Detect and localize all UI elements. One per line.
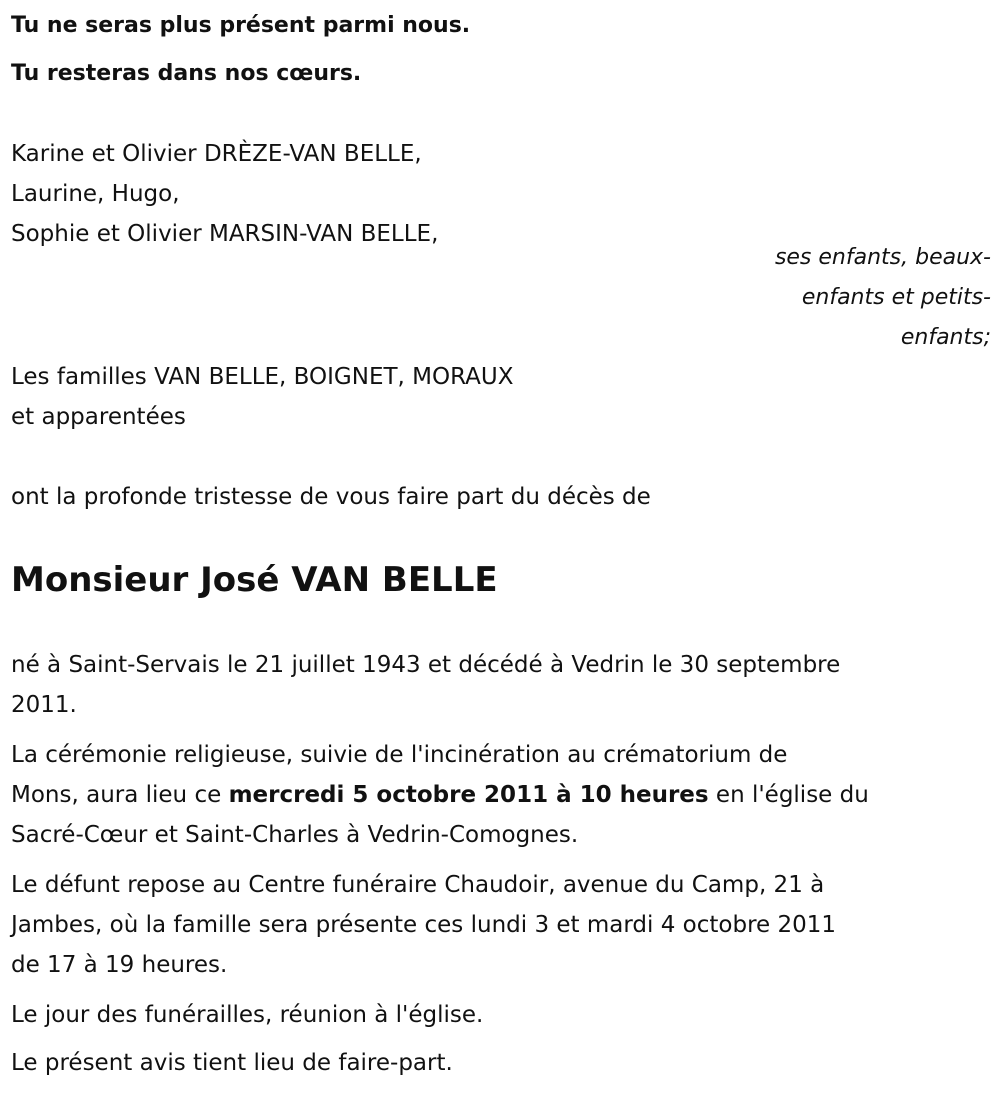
- epitaph-line-1: Tu ne seras plus présent parmi nous.: [11, 13, 471, 38]
- birth-death-line-2: 2011.: [11, 692, 77, 718]
- epitaph-line-2: Tu resteras dans nos cœurs.: [11, 61, 362, 86]
- notice-text: Le présent avis tient lieu de faire-part.: [11, 1050, 453, 1076]
- ceremony-text-after: en l'église du: [708, 782, 869, 808]
- relatives-line-2: et apparentées: [11, 404, 186, 430]
- viewing-line-2: Jambes, où la famille sera présente ces lundi 3 et mardi 4 octobre 2011: [11, 912, 837, 938]
- announcement-text: ont la profonde tristesse de vous faire part du décès de: [11, 484, 651, 510]
- funeral-meeting-text: Le jour des funérailles, réunion à l'église.: [11, 1002, 484, 1028]
- family-relation-line-3: enfants;: [900, 325, 991, 350]
- family-line-2: Laurine, Hugo,: [11, 181, 180, 207]
- ceremony-line-1: La cérémonie religieuse, suivie de l'incinération au crématorium de: [11, 742, 788, 768]
- ceremony-text-before: Mons, aura lieu ce: [11, 782, 229, 808]
- viewing-line-3: de 17 à 19 heures.: [11, 952, 228, 978]
- ceremony-line-3: Sacré-Cœur et Saint-Charles à Vedrin-Comognes.: [11, 822, 579, 848]
- family-line-1: Karine et Olivier DRÈZE-VAN BELLE,: [11, 141, 422, 167]
- family-relation-line-2: enfants et petits-: [801, 285, 991, 310]
- relatives-line-1: Les familles VAN BELLE, BOIGNET, MORAUX: [11, 364, 514, 390]
- family-relation-line-1: ses enfants, beaux-: [774, 245, 991, 270]
- birth-death-line-1: né à Saint-Servais le 21 juillet 1943 et décédé à Vedrin le 30 septembre: [11, 652, 841, 678]
- family-line-3: Sophie et Olivier MARSIN-VAN BELLE,: [11, 221, 439, 247]
- deceased-name: Monsieur José VAN BELLE: [11, 560, 498, 600]
- viewing-line-1: Le défunt repose au Centre funéraire Chaudoir, avenue du Camp, 21 à: [11, 872, 825, 898]
- ceremony-date-time: mercredi 5 octobre 2011 à 10 heures: [228, 782, 709, 808]
- ceremony-line-2: [11, 775, 869, 815]
